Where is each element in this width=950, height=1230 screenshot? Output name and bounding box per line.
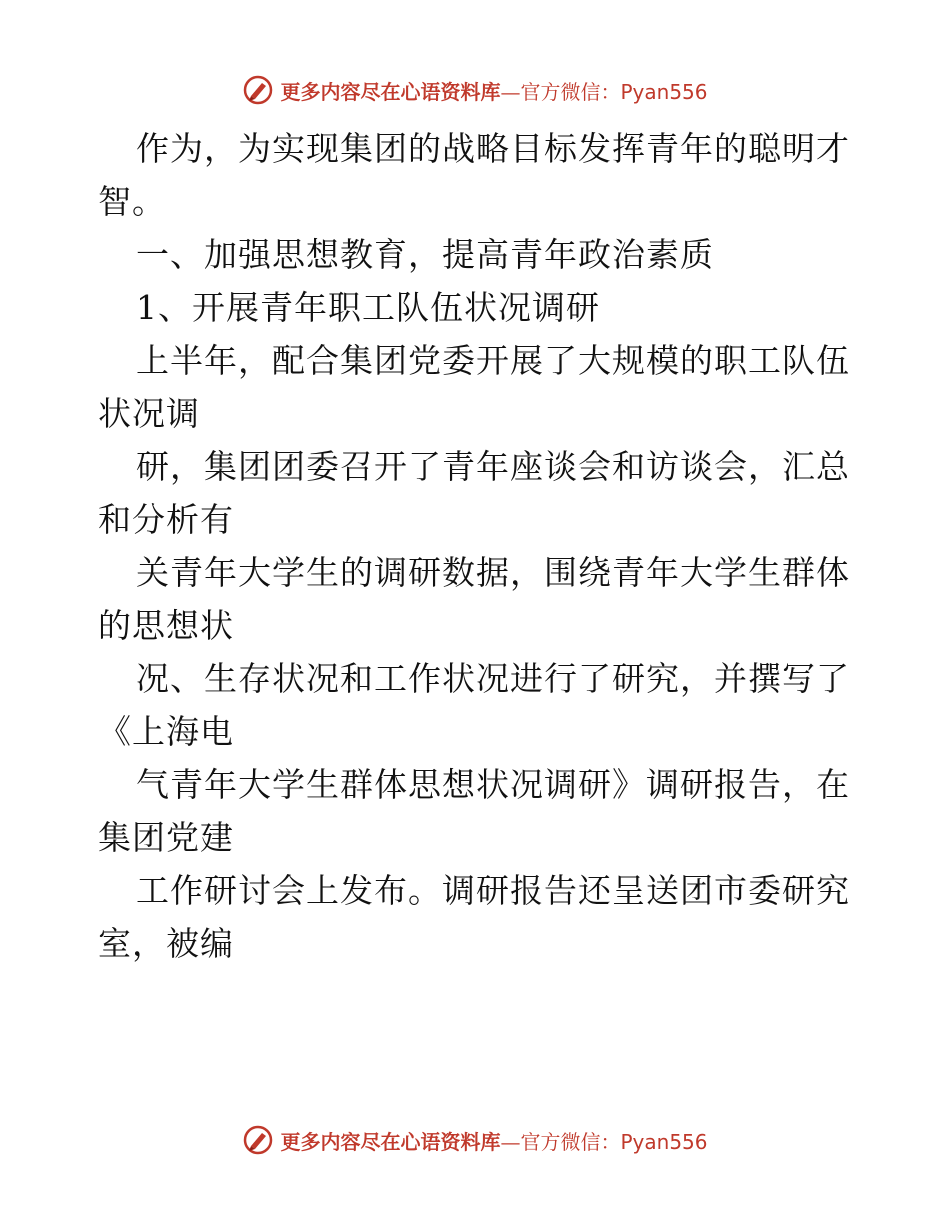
- text-line: 况、生存状况和工作状况进行了研究，并撰写了: [136, 659, 850, 698]
- text-line: 智。: [98, 182, 166, 221]
- text-line: 上半年，配合集团党委开展了大规模的职工队伍: [136, 341, 850, 380]
- banner-wechat-id: Pyan556: [620, 79, 708, 104]
- banner-text: [280, 1126, 707, 1155]
- subsection-heading: 1、开展青年职工队伍状况调研: [136, 288, 600, 327]
- banner-text: [280, 76, 707, 105]
- text-line: 气青年大学生群体思想状况调研》调研报告，在: [136, 765, 850, 804]
- text-line: 关青年大学生的调研数据，围绕青年大学生群体: [136, 553, 850, 592]
- footer-banner: [0, 1122, 950, 1158]
- pen-logo-icon: [242, 1124, 274, 1156]
- text-line: 室，被编: [98, 924, 234, 963]
- document-body: [98, 122, 858, 970]
- header-banner: [0, 72, 950, 108]
- banner-wechat-id: Pyan556: [620, 1129, 708, 1154]
- banner-dash: —: [500, 1129, 521, 1154]
- pen-logo-icon: [242, 74, 274, 106]
- banner-dash: —: [500, 79, 521, 104]
- text-line: 和分析有: [98, 500, 234, 539]
- text-line: 集团党建: [98, 818, 234, 857]
- banner-main: 更多内容尽在心语资料库: [280, 1129, 501, 1154]
- text-line: 作为，为实现集团的战略目标发挥青年的聪明才: [136, 129, 850, 168]
- banner-main: 更多内容尽在心语资料库: [280, 79, 501, 104]
- banner-label: 官方微信：: [520, 1129, 621, 1154]
- section-heading: 一、加强思想教育，提高青年政治素质: [136, 235, 714, 274]
- text-line: 研，集团团委召开了青年座谈会和访谈会，汇总: [136, 447, 850, 486]
- text-line: 工作研讨会上发布。调研报告还呈送团市委研究: [136, 871, 850, 910]
- text-line: 《上海电: [98, 712, 234, 751]
- text-line: 状况调: [98, 394, 200, 433]
- banner-label: 官方微信：: [520, 79, 621, 104]
- text-line: 的思想状: [98, 606, 234, 645]
